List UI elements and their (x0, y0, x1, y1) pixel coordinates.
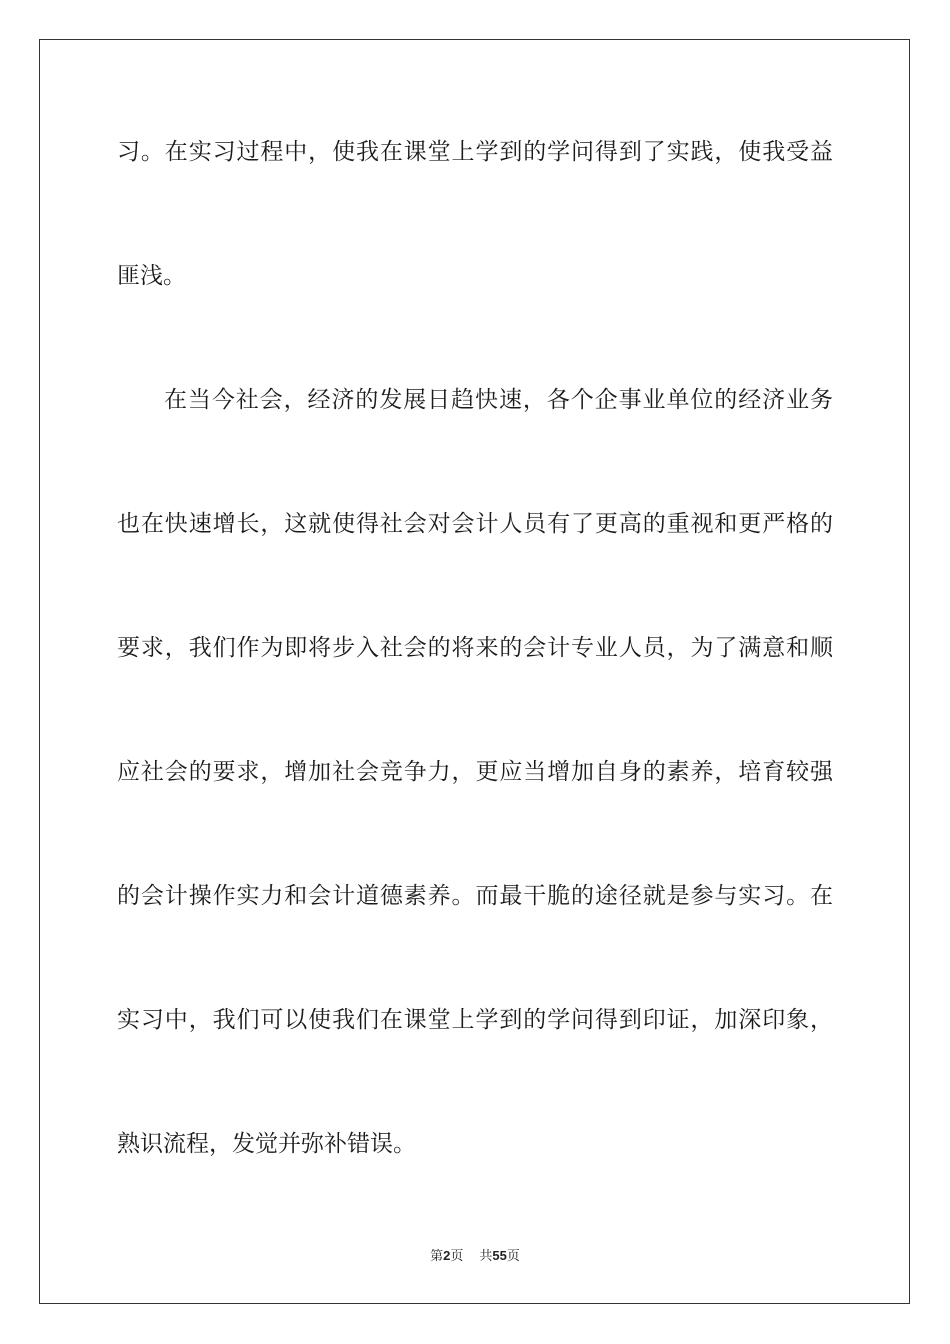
page-number: 2 (443, 1248, 451, 1263)
body-line-1: 习。在实习过程中，使我在课堂上学到的学问得到了实践，使我受益 (117, 139, 833, 165)
page-prefix: 第 (430, 1249, 444, 1264)
body-line-4: 也在快速增长，这就使得社会对会计人员有了更高的重视和更严格的 (117, 511, 833, 537)
body-line-8: 实习中，我们可以使我们在课堂上学到的学问得到印证，加深印象， (117, 1007, 833, 1033)
page-footer (0, 1247, 950, 1266)
body-line-2: 匪浅。 (117, 263, 186, 289)
paragraph-first-line: 在当今社会，经济的发展日趋快速，各个企事业单位的经济业务 (164, 387, 833, 413)
total-pages: 55 (492, 1248, 507, 1263)
page-suffix: 页 (450, 1249, 464, 1264)
total-prefix: 共 (479, 1249, 493, 1264)
page-border (39, 39, 910, 1304)
body-line-5: 要求，我们作为即将步入社会的将来的会计专业人员，为了满意和顺 (117, 635, 833, 661)
body-line-6: 应社会的要求，增加社会竞争力，更应当增加自身的素养，培育较强 (117, 759, 833, 785)
total-suffix: 页 (506, 1249, 520, 1264)
body-line-7: 的会计操作实力和会计道德素养。而最干脆的途径就是参与实习。在 (117, 883, 833, 909)
body-line-9: 熟识流程，发觉并弥补错误。 (117, 1131, 416, 1157)
